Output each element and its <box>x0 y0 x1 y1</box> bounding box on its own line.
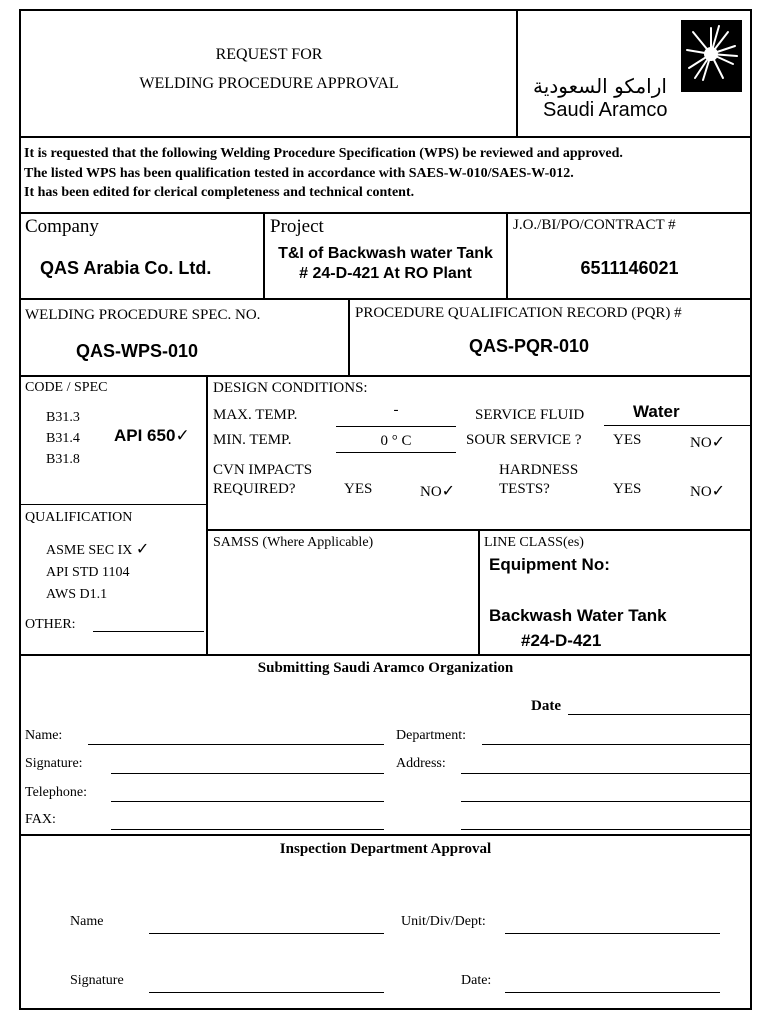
project-value <box>264 244 507 284</box>
hardness-yes: YES <box>613 481 642 497</box>
cvn-no <box>420 481 455 501</box>
divider-qual <box>19 654 752 656</box>
divider-wps-pqr <box>348 298 350 375</box>
code-item-b31-8: B31.8 <box>46 452 80 467</box>
submitting-title: Submitting Saudi Aramco Organization <box>257 660 514 676</box>
other-line <box>93 631 204 632</box>
pqr-value: QAS-PQR-010 <box>469 336 590 356</box>
project-label: Project <box>270 216 324 237</box>
cvn-label <box>213 461 312 499</box>
submit-name-label: Name: <box>25 728 63 743</box>
qualification-list <box>46 538 149 606</box>
contract-label: J.O./BI/PO/CONTRACT # <box>513 217 676 233</box>
hardness-no <box>690 481 725 501</box>
code-item-b31-3: B31.3 <box>46 410 80 425</box>
samss-label: SAMSS (Where Applicable) <box>213 535 374 550</box>
hardness-label-line-1: HARDNESS <box>499 462 579 478</box>
fax-label: FAX: <box>25 812 56 827</box>
check-icon: ✓ <box>175 426 190 446</box>
inspection-name-label: Name <box>70 914 104 929</box>
address-line-2 <box>461 801 750 802</box>
telephone-label: Telephone: <box>25 785 87 800</box>
address-label: Address: <box>396 756 446 771</box>
qual-item-asme-label: ASME SEC IX <box>46 543 133 558</box>
max-temp-line <box>336 426 456 427</box>
check-icon: ✓ <box>441 481 456 500</box>
project-value-line-1: T&I of Backwash water Tank <box>278 245 493 262</box>
inspection-date-label: Date: <box>461 973 492 988</box>
cvn-no-label: NO <box>420 484 442 500</box>
min-temp-label: MIN. TEMP. <box>213 432 292 448</box>
hardness-label-line-2: TESTS? <box>499 481 550 497</box>
sour-no <box>690 432 725 452</box>
inspection-signature-label: Signature <box>70 973 124 988</box>
sour-yes: YES <box>613 432 642 448</box>
check-icon: ✓ <box>711 481 726 500</box>
equipment-line-1: Backwash Water Tank <box>489 606 667 625</box>
header-divider <box>516 9 518 137</box>
submit-signature-line <box>111 773 384 774</box>
cvn-label-line-1: CVN IMPACTS <box>213 462 313 478</box>
logo-arabic-text: ارامكو السعودية <box>533 74 667 98</box>
logo-english-text: Saudi Aramco <box>543 99 668 121</box>
hardness-label <box>499 461 578 499</box>
cvn-yes: YES <box>344 481 373 497</box>
intro-line-3: It has been edited for clerical completeness and technical content. <box>24 185 415 200</box>
code-spec-list <box>46 407 80 470</box>
project-value-line-2: # 24-D-421 At RO Plant <box>299 265 472 282</box>
sour-no-label: NO <box>690 435 712 451</box>
unit-div-dept-label: Unit/Div/Dept: <box>401 914 486 929</box>
contract-value: 6511146021 <box>580 258 679 278</box>
design-conditions-label: DESIGN CONDITIONS: <box>213 380 368 396</box>
title-line-1: REQUEST FOR <box>215 46 323 63</box>
code-item-b31-4: B31.4 <box>46 431 80 446</box>
other-label: OTHER: <box>25 617 76 632</box>
address-line <box>461 773 750 774</box>
company-label: Company <box>25 216 99 237</box>
cvn-label-line-2: REQUIRED? <box>213 481 296 497</box>
title-line-2: WELDING PROCEDURE APPROVAL <box>139 75 399 92</box>
qual-item-aws: AWS D1.1 <box>46 587 108 602</box>
divider-company <box>19 298 752 300</box>
qualification-label: QUALIFICATION <box>25 510 133 525</box>
unit-div-dept-line <box>505 933 720 934</box>
department-label: Department: <box>396 728 466 743</box>
divider-project-contract <box>506 212 508 299</box>
code-spec-label: CODE / SPEC <box>25 380 108 395</box>
qual-item-api: API STD 1104 <box>46 565 130 580</box>
divider-submitting <box>19 834 752 836</box>
max-temp-label: MAX. TEMP. <box>213 407 298 423</box>
address-line-3 <box>461 829 750 830</box>
aramco-star-logo-icon <box>681 20 742 92</box>
submit-date-line <box>568 714 750 715</box>
company-value: QAS Arabia Co. Ltd. <box>40 258 212 278</box>
inspection-signature-line <box>149 992 384 993</box>
wps-label: WELDING PROCEDURE SPEC. NO. <box>25 307 261 323</box>
min-temp-value: 0 ° C <box>380 433 412 449</box>
inspection-date-line <box>505 992 720 993</box>
pqr-label: PROCEDURE QUALIFICATION RECORD (PQR) # <box>355 305 682 321</box>
divider-code-qual <box>19 504 206 505</box>
intro-text <box>24 144 623 203</box>
fax-line <box>111 829 384 830</box>
telephone-line <box>111 801 384 802</box>
divider-header <box>19 136 752 138</box>
inspection-name-line <box>149 933 384 934</box>
equipment-line-2: #24-D-421 <box>521 631 602 650</box>
qual-item-asme <box>46 538 149 562</box>
divider-wps <box>19 375 752 377</box>
intro-line-2: The listed WPS has been qualification tested in accordance with SAES-W-010/SAES-W-012. <box>24 165 574 181</box>
submit-name-line <box>88 744 384 745</box>
divider-code-design <box>206 375 208 655</box>
min-temp-line <box>336 452 456 453</box>
submit-date-label: Date <box>531 698 561 714</box>
inspection-title: Inspection Department Approval <box>279 841 492 857</box>
line-class-label: LINE CLASS(es) <box>484 535 584 550</box>
submit-signature-label: Signature: <box>25 756 83 771</box>
hardness-no-label: NO <box>690 484 712 500</box>
max-temp-value: - <box>393 402 399 418</box>
equipment-label: Equipment No: <box>489 555 610 574</box>
intro-line-1: It is requested that the following Welding Procedure Specification (WPS) be reviewed and approved. <box>24 146 623 161</box>
divider-samss-lineclass <box>478 529 480 655</box>
check-icon: ✓ <box>135 539 150 558</box>
divider-intro <box>19 212 752 214</box>
department-line <box>482 744 750 745</box>
sour-service-label: SOUR SERVICE ? <box>466 432 582 448</box>
code-selected-value: API 650 <box>114 426 176 445</box>
wps-value: QAS-WPS-010 <box>76 341 199 361</box>
service-fluid-line <box>604 425 750 426</box>
code-selected <box>114 426 190 446</box>
service-fluid-value: Water <box>633 402 680 421</box>
check-icon: ✓ <box>711 432 726 451</box>
service-fluid-label: SERVICE FLUID <box>475 407 585 423</box>
form-title <box>21 40 517 98</box>
